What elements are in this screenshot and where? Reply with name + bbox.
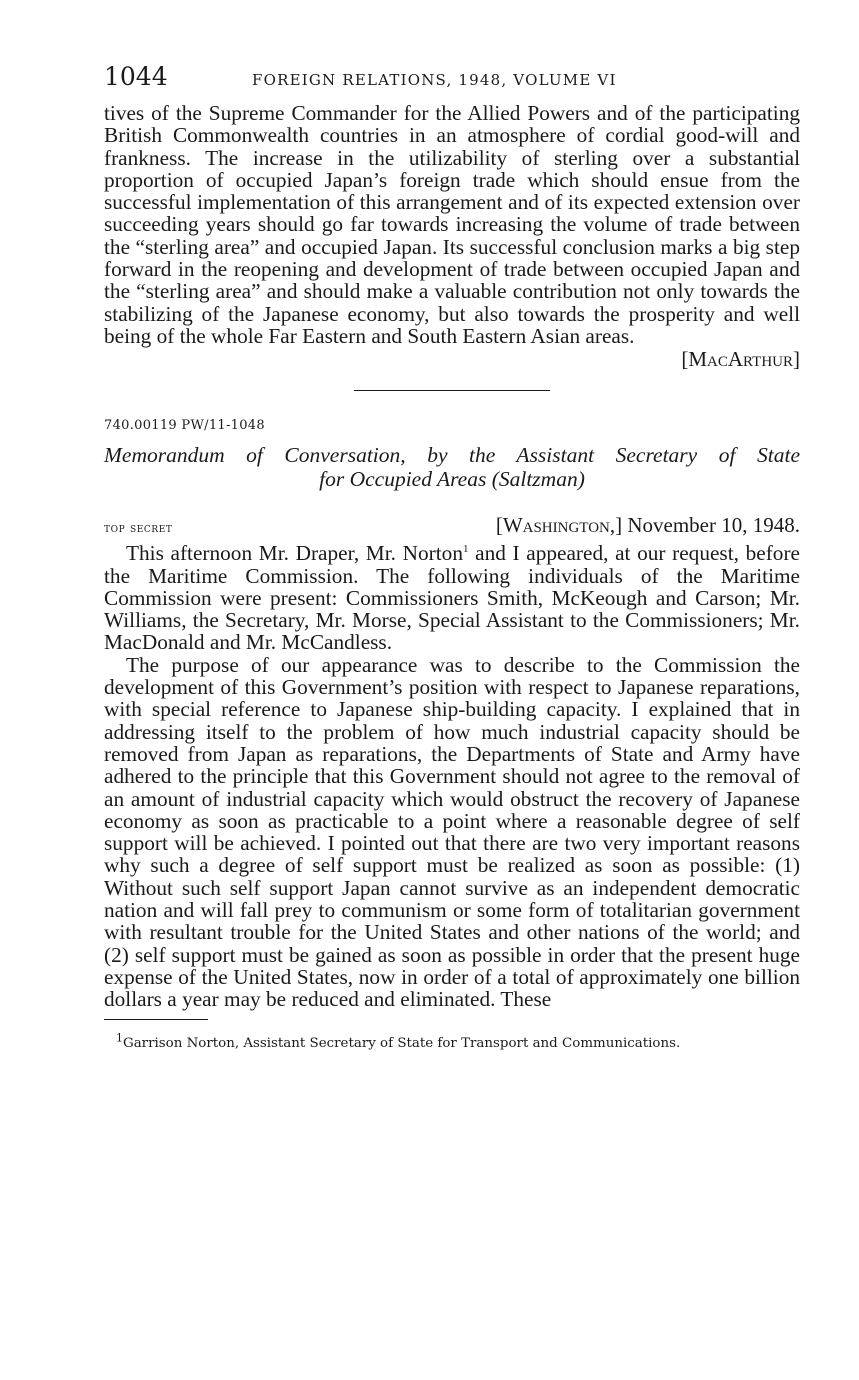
signature-open-bracket: [ <box>681 347 689 372</box>
dateline-row <box>104 513 800 538</box>
footnote-reference[interactable]: 1 <box>462 543 469 556</box>
classification-label: top secret <box>104 521 173 537</box>
signature-name: MacArthur <box>688 347 793 372</box>
running-head <box>104 62 800 102</box>
footnote-mark: 1 <box>116 1031 123 1045</box>
dateline-open-bracket: [ <box>495 513 503 538</box>
dateline <box>496 513 800 538</box>
running-head-title: FOREIGN RELATIONS, 1948, VOLUME VI <box>252 71 617 89</box>
signature <box>104 347 800 371</box>
footnote-text: Garrison Norton, Assistant Secretary of State for Transport and Communications. <box>123 1035 681 1051</box>
memo-paragraph-1-text-b: and I appeared, at our request, before the Maritime Commission. The following individuals of the Maritime Commission were present: Commissioners Smith, McKeough and Carson; Mr. Williams, the Secretary, Mr. Morse, Special Assistant to the Commissioners; Mr. MacDonald and Mr. McCandless. <box>104 541 800 655</box>
file-number: 740.00119 PW/11-1048 <box>104 418 265 434</box>
memo-paragraph-1-text-a: This afternoon Mr. Draper, Mr. Norton <box>126 541 463 566</box>
dateline-place: Washington, <box>502 513 616 538</box>
footnote <box>104 1031 800 1052</box>
signature-close-bracket: ] <box>793 347 800 372</box>
continuation-paragraph: tives of the Supreme Commander for the Allied Powers and of the participating British Commonwealth countries in an atmosphere of cordial good-will and frankness. The increase in the utilizability of sterling over a substantial proportion of occupied Japan’s foreign trade which should ensue from the successful implementation of this arrangement and of its expected extension over succeeding years should go far towards increasing the volume of trade between the “sterling area” and occupied Japan. Its successful conclusion marks a big step forward in the reopening and development of trade between occupied Japan and the “sterling area” and should make a valuable contribution not only towards the stabilizing of the Japanese economy, but also towards the prosperity and well being of the whole Far Eastern and South Eastern Asian areas. <box>104 101 800 348</box>
dateline-close-bracket: ] <box>615 513 623 538</box>
page-number: 1044 <box>104 62 168 91</box>
document-title <box>104 443 800 491</box>
memo-paragraph-2: The purpose of our appearance was to describe to the Commission the development of this Government’s position with respect to Japanese reparations, with special reference to Japanese ship-building capacity. I explained that in addressing itself to the problem of how much industrial capacity should be removed from Japan as reparations, the Departments of State and Army have adhered to the principle that this Government should not agree to the removal of an amount of industrial capacity which would obstruct the recovery of Japanese economy as soon as practicable to a point where a reasonable degree of self support will be achieved. I pointed out that there are two very important reasons why such a degree of self support must be realized as soon as possible: (1) Without such self support Japan cannot survive as an independent democratic nation and will fall prey to communism or some form of totalitarian government with resultant trouble for the United States and other nations of the world; and (2) self support must be gained as soon as possible in order that the present huge expense of the United States, now in order of a total of approximately one billion dollars a year may be reduced and eliminated. These <box>104 652 800 1012</box>
document-title-line-1: Memorandum of Conversation, by the Assistant Secretary of State <box>104 443 800 468</box>
section-divider <box>354 390 550 391</box>
memo-paragraph-1 <box>104 542 800 653</box>
document-page <box>104 62 800 1052</box>
footnote-divider <box>104 1019 208 1020</box>
dateline-date: November 10, 1948. <box>627 513 800 538</box>
document-title-line-2: for Occupied Areas (Saltzman) <box>319 467 585 492</box>
